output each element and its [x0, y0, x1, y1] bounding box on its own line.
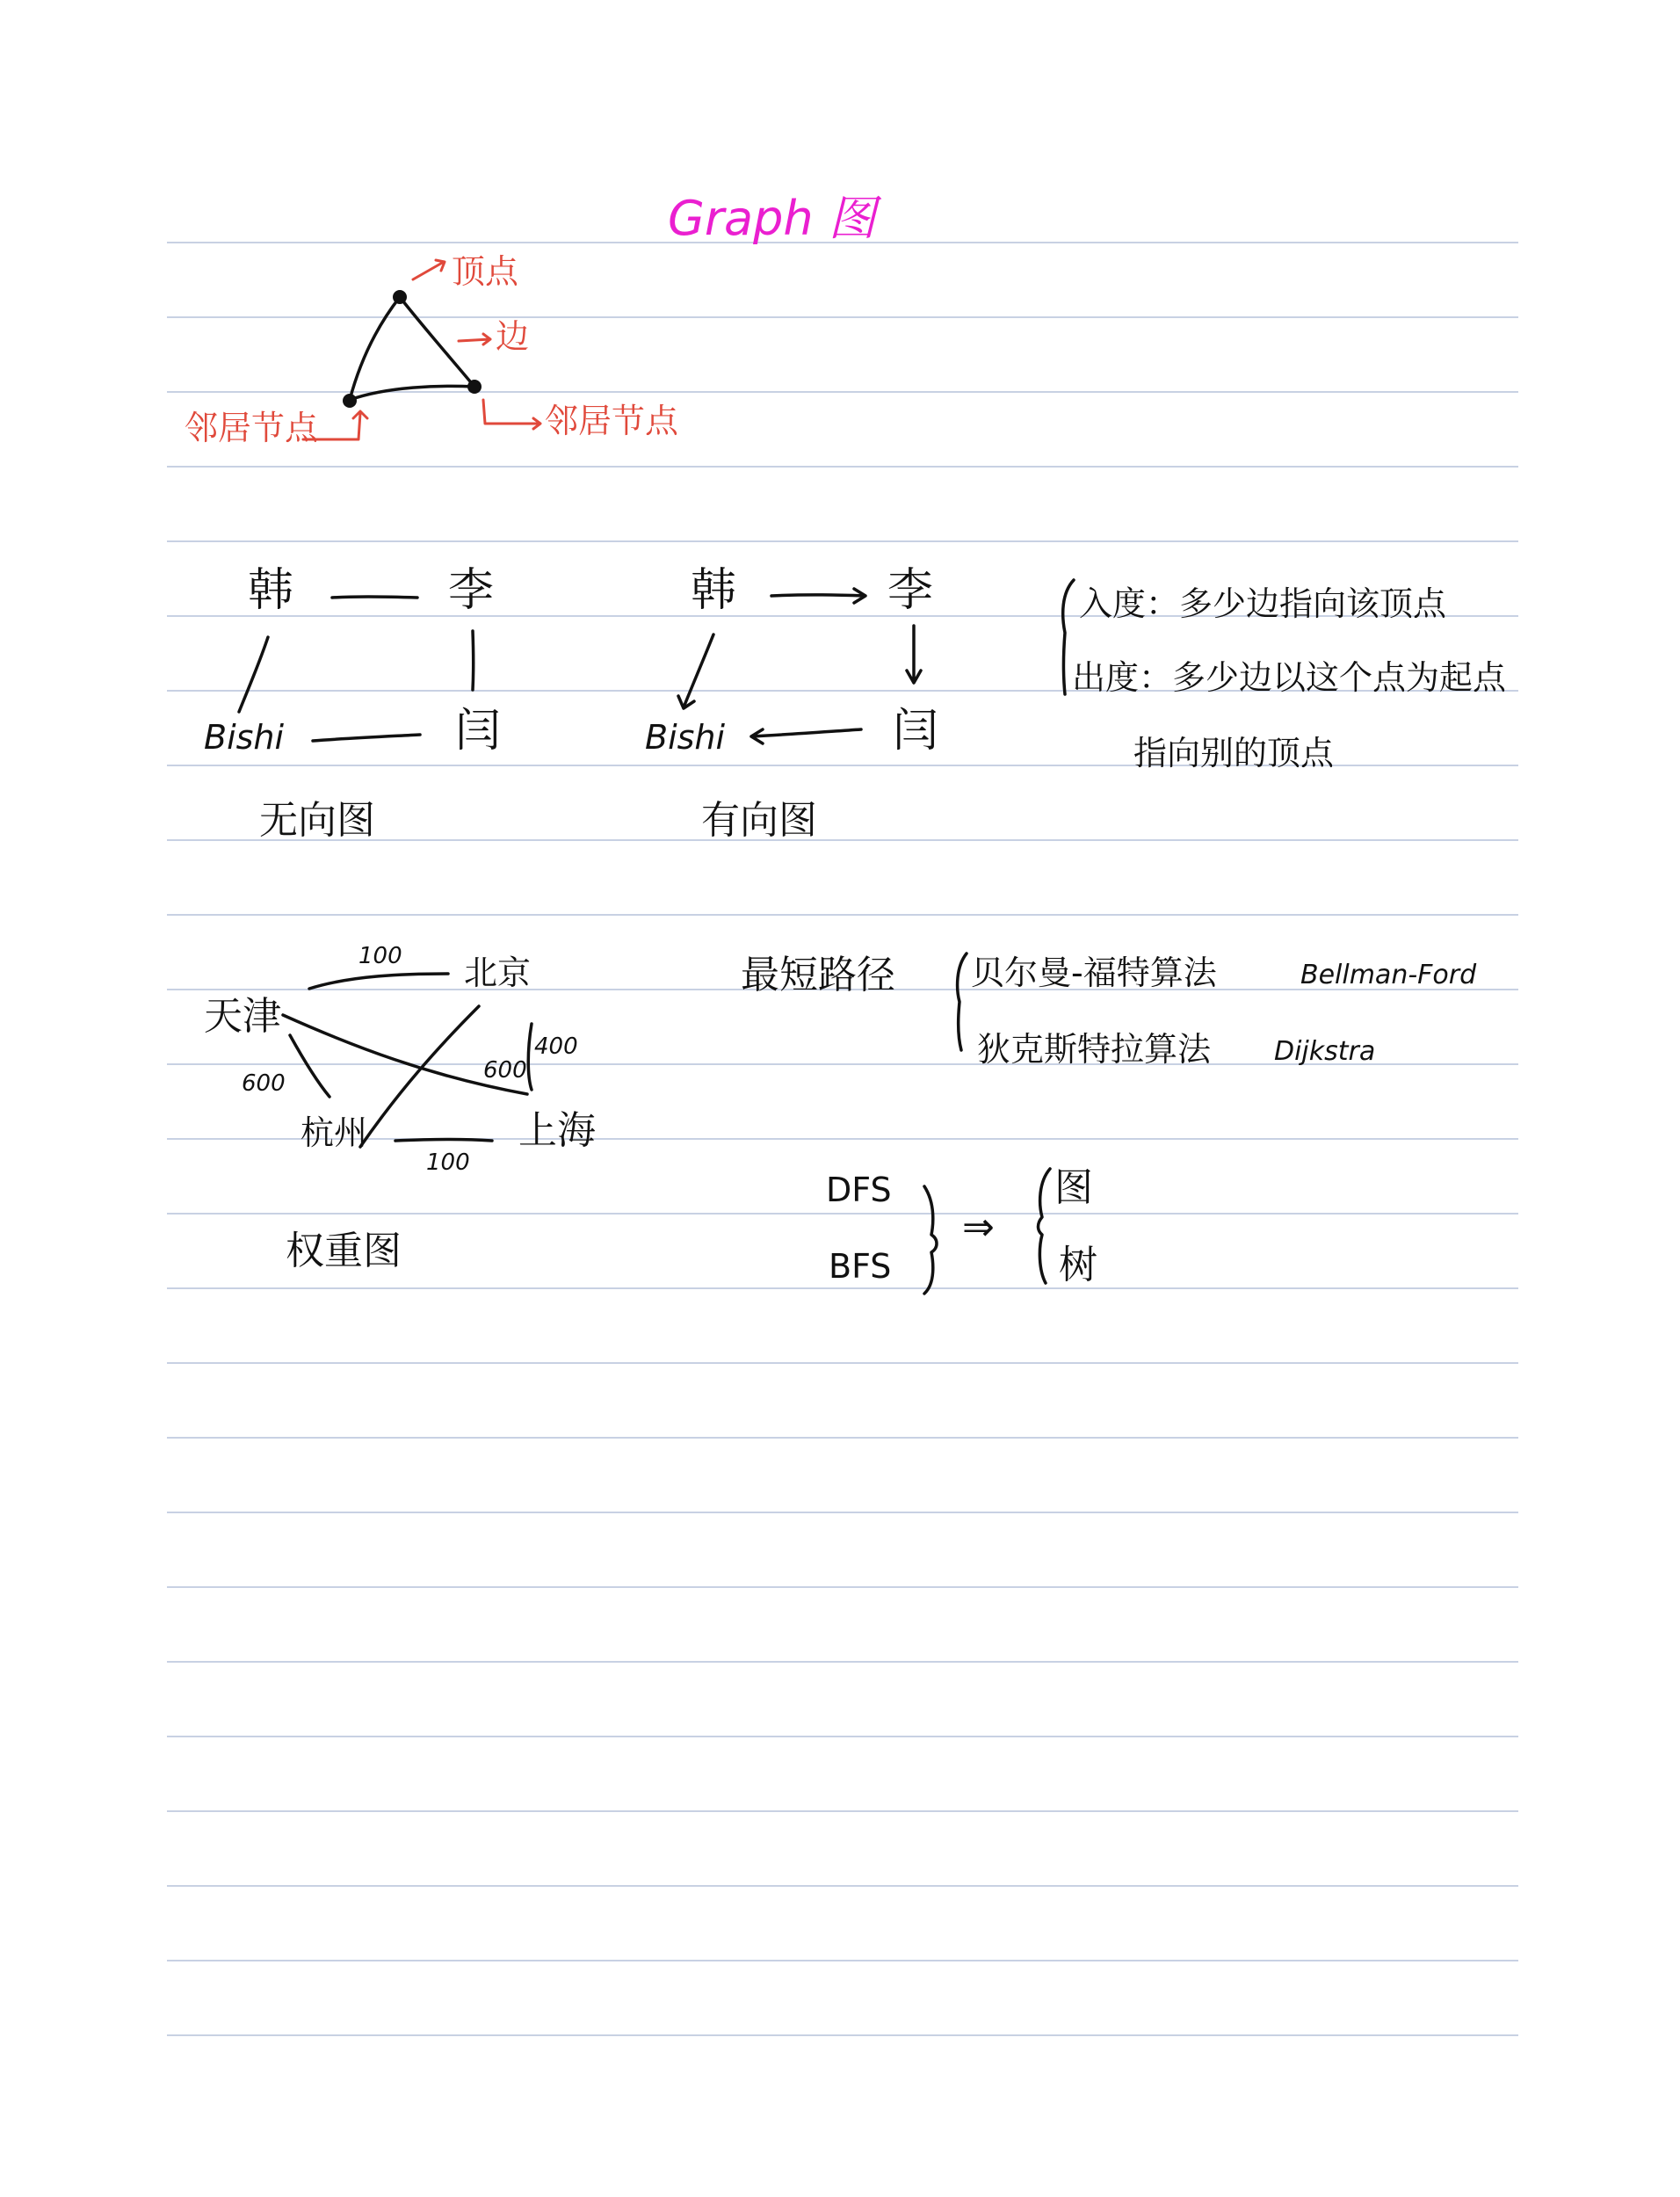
undirected-node-yan: 闫 [455, 705, 502, 758]
weight-tianjin-shanghai: 600 [483, 1057, 527, 1084]
weight-hangzhou-shanghai: 100 [426, 1149, 470, 1176]
bfs-label: BFS [829, 1247, 892, 1286]
weighted-node-shanghai: 上海 [518, 1108, 596, 1153]
weighted-node-beijing: 北京 [464, 953, 532, 992]
directed-node-han: 韩 [691, 564, 737, 617]
weight-beijing-shanghai: 400 [534, 1033, 578, 1060]
weighted-node-hangzhou: 杭州 [301, 1113, 368, 1152]
directed-node-li: 李 [887, 564, 934, 617]
out-degree-note-line1: 出度：多少边以这个点为起点 [1072, 658, 1507, 697]
weighted-node-tianjin: 天津 [204, 994, 281, 1039]
undirected-caption: 无向图 [259, 798, 375, 843]
traversal-brace-left [924, 1186, 937, 1294]
out-degree-note-line2: 指向别的顶点 [1133, 734, 1335, 772]
algo-dijkstra: 狄克斯特拉算法 [977, 1030, 1212, 1069]
directed-caption: 有向图 [701, 798, 817, 843]
page-title: Graph 图 [668, 191, 876, 246]
edge-label: 边 [496, 317, 530, 356]
algo-bellman-ford-en: Bellman-Ford [1300, 960, 1477, 990]
traversal-brace-right [1039, 1169, 1051, 1283]
undirected-node-han: 韩 [248, 564, 294, 617]
neighbor-label-right: 邻居节点 [545, 402, 679, 440]
directed-node-bishi: Bishi [645, 718, 726, 757]
traversal-target-tree: 树 [1059, 1243, 1097, 1287]
shortest-path-label: 最短路径 [741, 953, 895, 997]
algo-bellman-ford: 贝尔曼-福特算法 [971, 953, 1217, 992]
vertex-label: 顶点 [452, 252, 519, 291]
undirected-node-bishi: Bishi [204, 718, 285, 757]
in-degree-note: 入度：多少边指向该顶点 [1079, 584, 1447, 623]
shortest-path-brace [958, 953, 967, 1050]
undirected-node-li: 李 [448, 564, 495, 617]
neighbor-label-left: 邻居节点 [185, 409, 319, 447]
weight-tianjin-beijing: 100 [358, 943, 402, 969]
implies-arrow: ⇒ [962, 1205, 995, 1250]
directed-node-yan: 闫 [893, 705, 939, 758]
weight-tianjin-hangzhou: 600 [242, 1070, 286, 1097]
dfs-label: DFS [826, 1171, 892, 1209]
traversal-target-graph: 图 [1054, 1165, 1093, 1210]
weighted-caption: 权重图 [286, 1229, 402, 1273]
algo-dijkstra-en: Dijkstra [1274, 1036, 1376, 1067]
